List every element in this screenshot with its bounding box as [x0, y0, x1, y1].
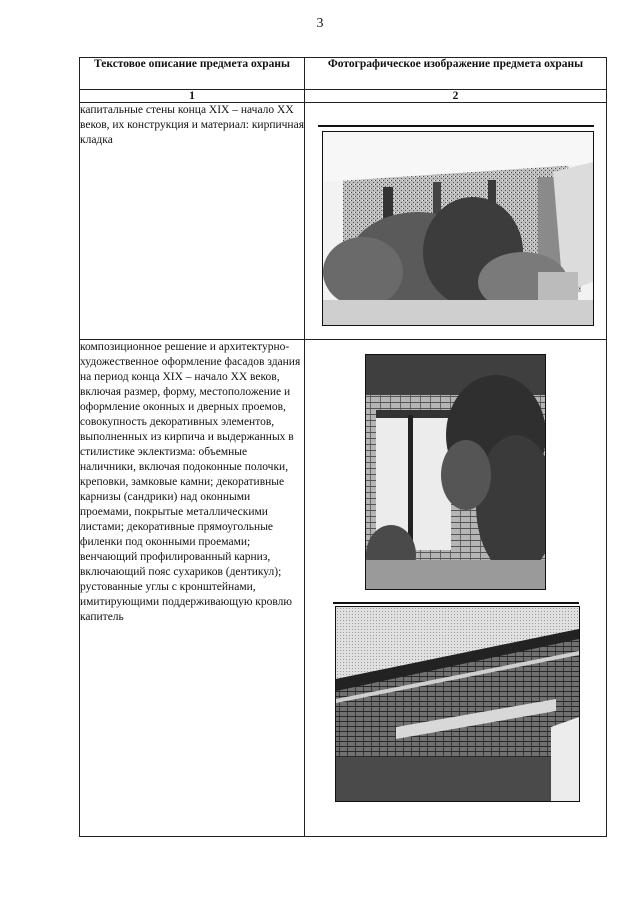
table-row	[80, 340, 607, 837]
page-number: 3	[316, 16, 324, 31]
row-2-photo-cell	[305, 340, 607, 837]
column-number-1: 1	[80, 90, 305, 103]
row-1-photo-cell	[305, 103, 607, 340]
row-1-description: капитальные стены конца XIX – начало XX веков, их конструкция и материал: кирпичная кладка	[80, 103, 305, 340]
protection-subject-table	[79, 57, 607, 837]
row-2-description: композиционное решение и архитектурно-художественное оформление фасадов здания на период конца XIX – начало XX веков, включая размер, форму, местоположение и оформление оконных и дверных проемов, совокупность декоративных элементов, выполненных из кирпича и выдержанных в стилистике эклектизма: объемные наличники, включая подоконные полочки, креповки, замковые камни; декоративные карнизы (сандрики) над оконными проемами, покрытые металлическими листами; декоративные прямоугольные филенки под оконными проемами; венчающий профилированный карниз, включающий пояс сухариков (дентикул); рустованные углы с кронштейнами, имитирующими поддерживающую кровлю капитель	[80, 340, 305, 837]
window-with-tree-photo	[365, 354, 546, 590]
header-photo-image: Фотографическое изображение предмета охраны	[305, 58, 607, 90]
table-row	[80, 103, 607, 340]
photo-top-rule	[318, 125, 594, 127]
header-text-description: Текстовое описание предмета охраны	[80, 58, 305, 90]
column-number-2: 2	[305, 90, 607, 103]
cornice-detail-photo	[335, 606, 580, 802]
photo-top-rule	[333, 602, 579, 604]
building-corner-facade-photo	[322, 131, 594, 326]
